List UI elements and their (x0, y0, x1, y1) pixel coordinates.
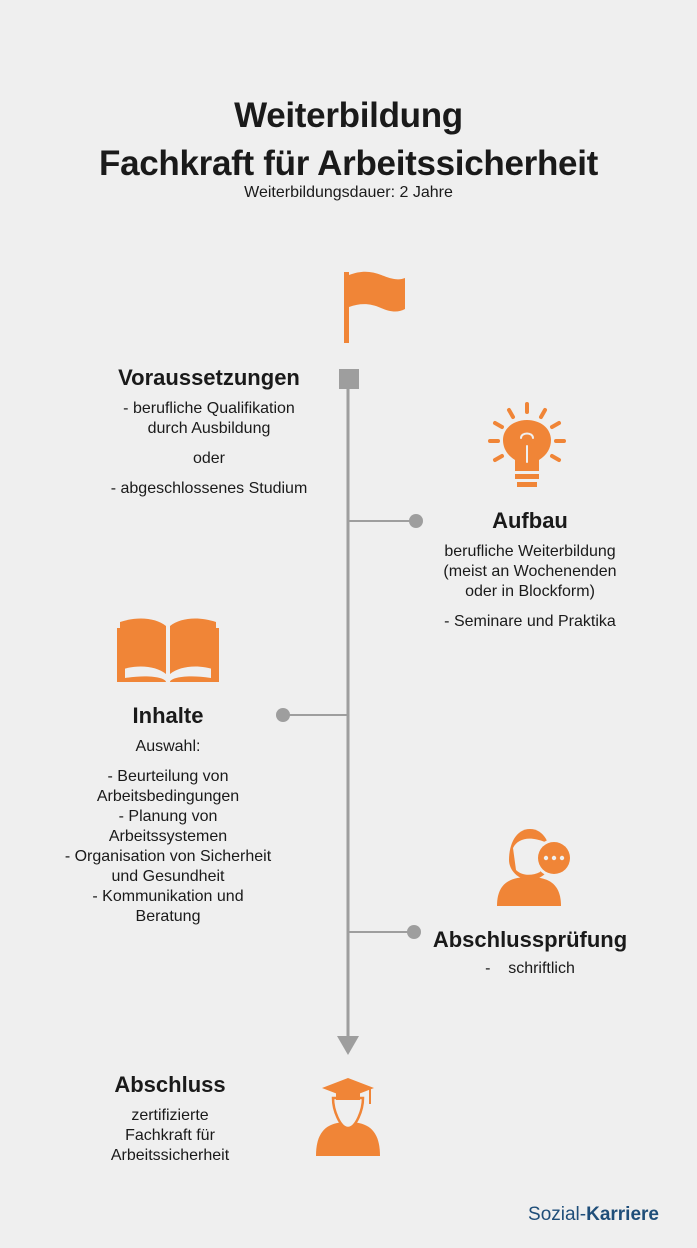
inhalte-line-4: Arbeitssystemen (108, 828, 228, 845)
aufbau-line-1: berufliche Weiterbildung (444, 543, 616, 560)
section-abschluss (70, 1072, 270, 1166)
graduate-icon (316, 1078, 380, 1156)
branch-abschlusspruefung (348, 925, 421, 939)
abschluss-heading: Abschluss (114, 1072, 226, 1097)
aufbau-line-3: oder in Blockform) (465, 583, 595, 600)
title-line-1: Weiterbildung (234, 96, 463, 135)
brand-part-2: Karriere (586, 1204, 659, 1225)
aufbau-text (400, 542, 660, 632)
voraussetzungen-line-2: durch Ausbildung (147, 420, 271, 437)
aufbau-line-4: - Seminare und Praktika (444, 613, 616, 630)
inhalte-text (48, 737, 288, 927)
abschlusspruefung-heading: Abschlussprüfung (432, 927, 628, 952)
abschlusspruefung-line: - schriftlich (485, 960, 575, 977)
voraussetzungen-text (48, 399, 370, 499)
inhalte-line-3: - Planung von (118, 808, 218, 825)
flag-icon (344, 272, 405, 343)
duration-subtitle: Weiterbildungsdauer: 2 Jahre (244, 184, 453, 201)
brand-part-1: Sozial- (528, 1204, 587, 1225)
voraussetzungen-separator: oder (192, 450, 226, 467)
section-abschlusspruefung (412, 927, 648, 979)
section-inhalte (48, 703, 288, 927)
inhalte-line-8: Beratung (135, 908, 201, 925)
inhalte-line-1: - Beurteilung von (107, 768, 229, 785)
abschluss-text (70, 1106, 270, 1166)
voraussetzungen-line-3: - abgeschlossenes Studium (110, 480, 308, 497)
book-icon (117, 619, 219, 682)
aufbau-line-2: (meist an Wochenenden (443, 563, 617, 580)
voraussetzungen-line-1: - berufliche Qualifikation (123, 400, 295, 417)
abschluss-line-1: zertifizierte (131, 1107, 209, 1124)
section-voraussetzungen (48, 365, 370, 499)
inhalte-line-6: und Gesundheit (111, 868, 225, 885)
title-line-2: Fachkraft für Arbeitssicherheit (99, 144, 598, 183)
inhalte-line-5: - Organisation von Sicherheit (64, 848, 272, 865)
inhalte-intro: Auswahl: (135, 738, 201, 755)
brand-logo (528, 1204, 659, 1226)
inhalte-heading: Inhalte (132, 703, 204, 728)
aufbau-heading: Aufbau (492, 508, 568, 533)
abschluss-line-2: Fachkraft für (125, 1127, 215, 1144)
inhalte-line-2: Arbeitsbedingungen (96, 788, 240, 805)
speaking-person-icon (497, 829, 573, 906)
section-aufbau (400, 508, 660, 632)
abschluss-line-3: Arbeitssicherheit (110, 1147, 230, 1164)
voraussetzungen-heading: Voraussetzungen (118, 365, 300, 390)
inhalte-line-7: - Kommunikation und (92, 888, 244, 905)
lightbulb-icon (490, 404, 564, 487)
timeline-arrow-head (337, 1036, 359, 1055)
